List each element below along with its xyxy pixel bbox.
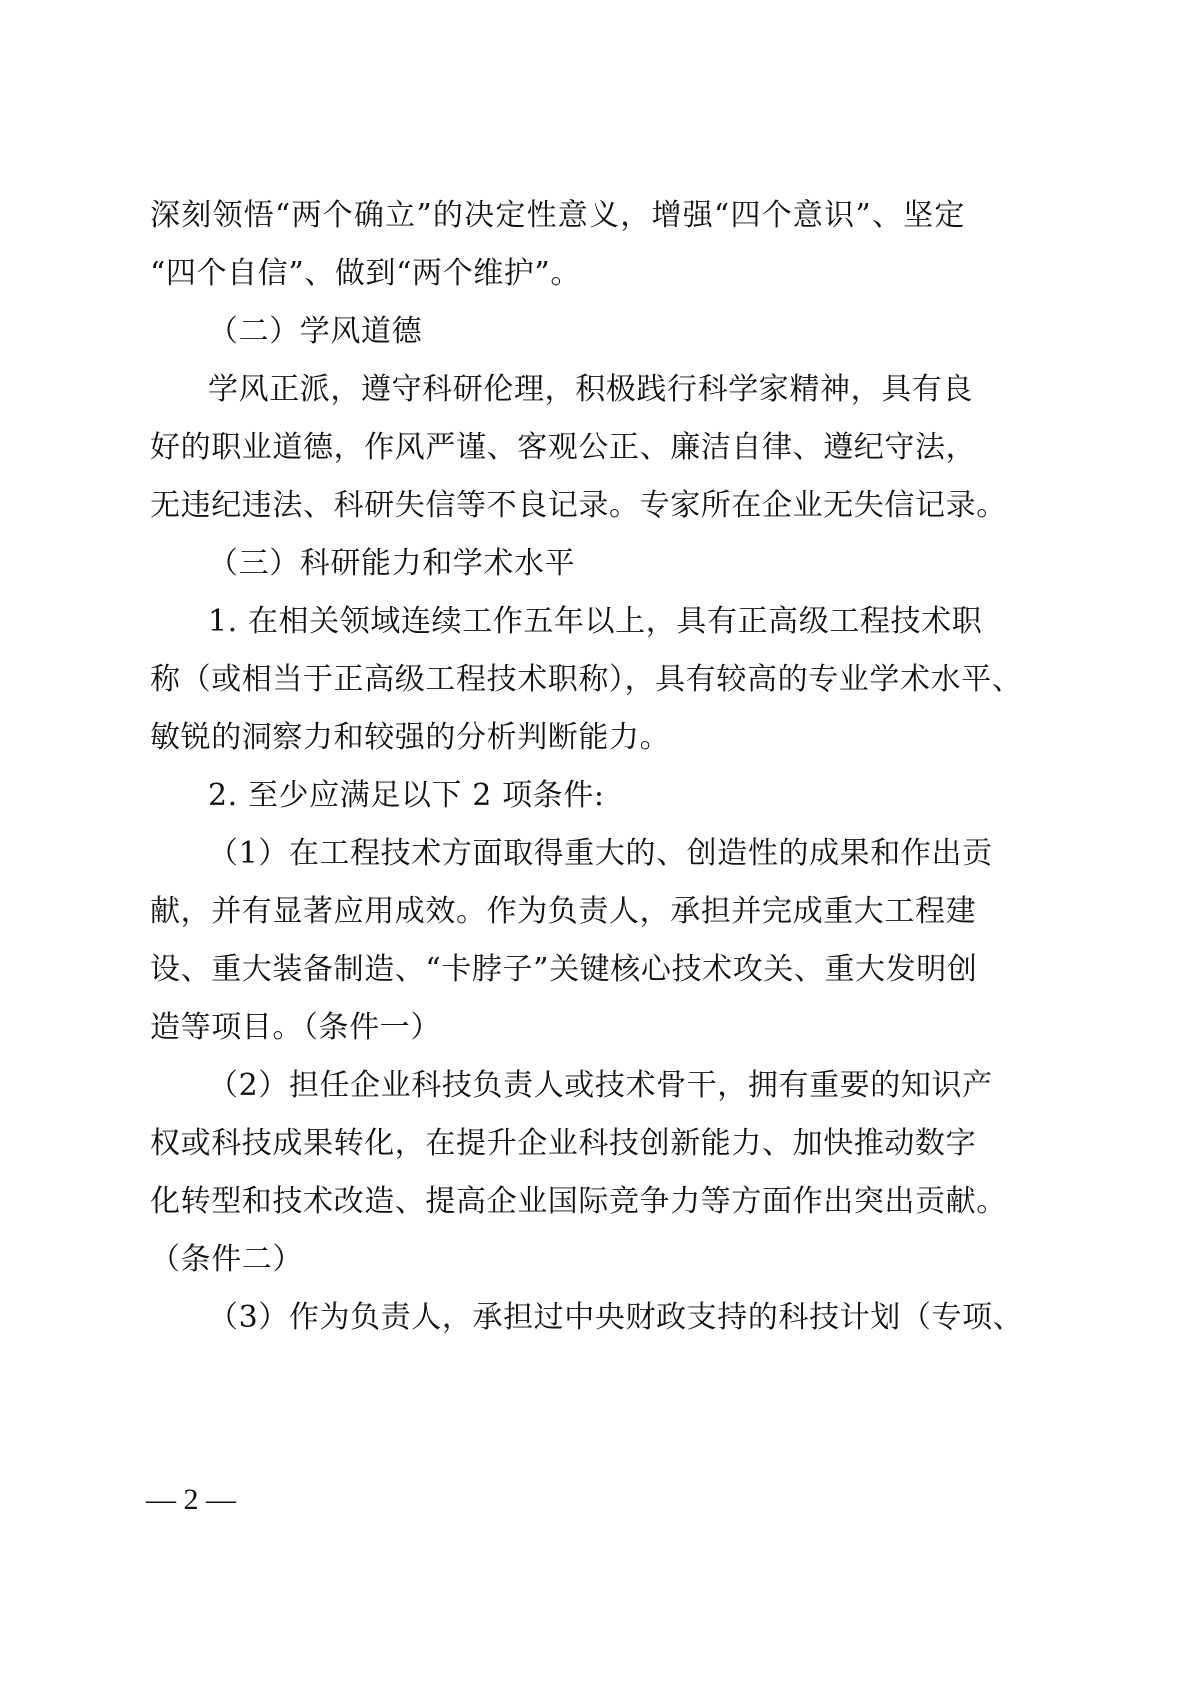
- body-line: “四个自信”、做到“两个维护”。: [150, 256, 581, 291]
- body-line: （条件二）: [150, 1242, 303, 1277]
- page-number: — 2 —: [146, 1483, 236, 1516]
- body-line: 学风正派，遵守科研伦理，积极践行科学家精神，具有良: [208, 372, 973, 407]
- body-line: 献，并有显著应用成效。作为负责人，承担并完成重大工程建: [150, 894, 977, 929]
- body-line: 深刻领悟“两个确立”的决定性意义，增强“四个意识”、坚定: [150, 198, 965, 233]
- body-line: 2. 至少应满足以下 2 项条件:: [208, 778, 605, 813]
- section-heading-research-ability: （三）科研能力和学术水平: [208, 546, 576, 581]
- body-line: 化转型和技术改造、提高企业国际竞争力等方面作出突出贡献。: [150, 1184, 1007, 1219]
- condition-one-line: （1）在工程技术方面取得重大的、创造性的成果和作出贡: [208, 836, 993, 871]
- section-heading-academic-ethics: （二）学风道德: [208, 314, 423, 349]
- body-line: 1. 在相关领域连续工作五年以上，具有正高级工程技术职: [208, 604, 983, 639]
- body-line: 设、重大装备制造、“卡脖子”关键核心技术攻关、重大发明创: [150, 952, 978, 987]
- body-line: 权或科技成果转化，在提升企业科技创新能力、加快推动数字: [150, 1126, 977, 1161]
- body-line: 称（或相当于正高级工程技术职称），具有较高的专业学术水平、: [150, 662, 1023, 697]
- body-line: 好的职业道德，作风严谨、客观公正、廉洁自律、遵纪守法，: [150, 430, 977, 465]
- condition-three-line: （3）作为负责人，承担过中央财政支持的科技计划（专项、: [208, 1300, 1024, 1335]
- condition-two-line: （2）担任企业科技负责人或技术骨干，拥有重要的知识产: [208, 1068, 993, 1103]
- body-line: 造等项目。（条件一）: [150, 1010, 441, 1045]
- body-line: 敏锐的洞察力和较强的分析判断能力。: [150, 720, 671, 755]
- body-line: 无违纪违法、科研失信等不良记录。专家所在企业无失信记录。: [150, 488, 1007, 523]
